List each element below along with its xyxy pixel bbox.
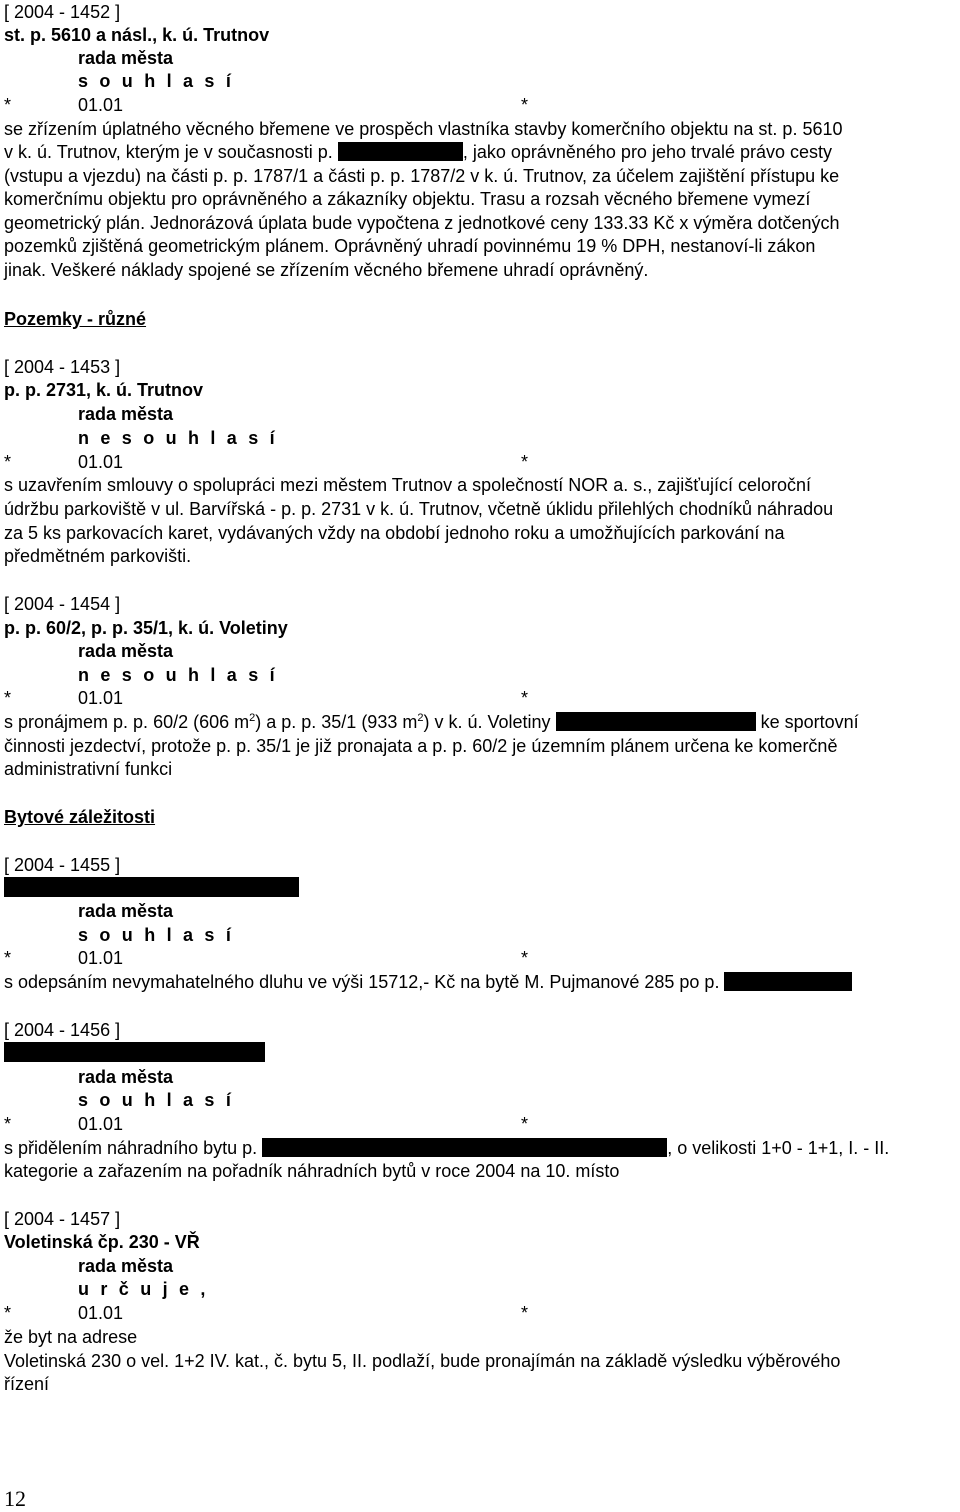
resolution-id: [ 2004 - 1454 ] <box>4 594 121 614</box>
body-line: se zřízením úplatného věcného břemene ve prospěch vlastníka stavby komerčního objektu na st. p. 5610 <box>4 119 843 139</box>
body-line: kategorie a zařazením na pořadník náhradních bytů v roce 2004 na 10. místo <box>4 1161 620 1181</box>
section-heading-pozemky: Pozemky - různé <box>4 309 147 329</box>
verdict: s o u h l a s í <box>78 71 235 91</box>
resolution-id: [ 2004 - 1457 ] <box>4 1209 121 1229</box>
body-line <box>4 141 832 163</box>
star-left: * <box>4 95 12 115</box>
star-right: * <box>521 1303 529 1323</box>
body-line: předmětném parkovišti. <box>4 546 192 566</box>
redaction-block <box>262 1138 667 1157</box>
redacted-heading <box>4 1042 265 1064</box>
star-left: * <box>4 1303 12 1323</box>
verdict: s o u h l a s í <box>78 1090 235 1110</box>
body-line: komerčnímu objektu pro oprávněného a zákazníky objektu. Trasu a rozsah věcného břemene vymezí <box>4 189 811 209</box>
redacted-heading <box>4 877 299 899</box>
verdict: n e s o u h l a s í <box>78 428 278 448</box>
redaction-block <box>338 142 463 161</box>
body-line: činnosti jezdectví, protože p. p. 35/1 je již pronajata a p. p. 60/2 je územním plánem určena ke komerčně <box>4 736 838 756</box>
star-left: * <box>4 688 12 708</box>
body-text: s odepsáním nevymahatelného dluhu ve výši 15712,- Kč na bytě M. Pujmanové 285 po p. <box>4 972 720 992</box>
section-heading-bytove: Bytové záležitosti <box>4 807 156 827</box>
star-right: * <box>521 95 529 115</box>
resolution-id: [ 2004 - 1453 ] <box>4 357 121 377</box>
resolution-id: [ 2004 - 1456 ] <box>4 1020 121 1040</box>
superscript: 2 <box>249 712 256 724</box>
council-label: rada města <box>78 641 174 661</box>
resolution-id: [ 2004 - 1452 ] <box>4 2 121 22</box>
item-number: 01.01 <box>78 95 124 115</box>
council-label: rada města <box>78 901 174 921</box>
council-label: rada města <box>78 1256 174 1276</box>
body-text: ) a p. p. 35/1 (933 m <box>255 712 418 732</box>
body-line: s uzavřením smlouvy o spolupráci mezi městem Trutnov a společností NOR a. s., zajišťující celoroční <box>4 475 812 495</box>
redaction-block <box>4 877 299 897</box>
body-text: ke sportovní <box>760 712 859 732</box>
verdict: n e s o u h l a s í <box>78 665 278 685</box>
redaction-block <box>724 972 852 991</box>
body-line: za 5 ks parkovacích karet, vydávaných vždy na období jednoho roku a umožňujících parkování na <box>4 523 785 543</box>
item-number: 01.01 <box>78 1303 124 1323</box>
page-number: 12 <box>4 1486 26 1511</box>
verdict: s o u h l a s í <box>78 925 235 945</box>
redaction-block <box>556 712 756 731</box>
item-number: 01.01 <box>78 948 124 968</box>
body-line <box>4 971 852 993</box>
body-line: údržbu parkoviště v ul. Barvířská - p. p. 2731 v k. ú. Trutnov, včetně úklidu přilehlých chodníků náhradou <box>4 499 834 519</box>
star-left: * <box>4 1114 12 1134</box>
council-label: rada města <box>78 1067 174 1087</box>
council-label: rada města <box>78 48 174 68</box>
redaction-block <box>4 1042 265 1062</box>
body-text: v k. ú. Trutnov, kterým je v současnosti p. <box>4 142 333 162</box>
item-number: 01.01 <box>78 1114 124 1134</box>
resolution-heading: p. p. 60/2, p. p. 35/1, k. ú. Voletiny <box>4 618 288 638</box>
body-line: řízení <box>4 1374 50 1394</box>
verdict: u r č u j e , <box>78 1279 209 1299</box>
body-line: pozemků zjištěná geometrickým plánem. Oprávněný uhradí povinnému 19 % DPH, nestanoví-li zákon <box>4 236 816 256</box>
body-text: , jako oprávněného pro jeho trvalé právo cesty <box>462 142 833 162</box>
body-line: administrativní funkci <box>4 759 173 779</box>
superscript: 2 <box>417 712 424 724</box>
body-text: , o velikosti 1+0 - 1+1, I. - II. <box>667 1138 890 1158</box>
body-line: (vstupu a vjezdu) na části p. p. 1787/1 a části p. p. 1787/2 v k. ú. Trutnov, za účelem zajištění přístupu ke <box>4 166 840 186</box>
star-right: * <box>521 948 529 968</box>
body-text: ) v k. ú. Voletiny <box>423 712 551 732</box>
resolution-heading: Voletinská čp. 230 - VŘ <box>4 1232 200 1252</box>
item-number: 01.01 <box>78 452 124 472</box>
body-line <box>4 1137 889 1159</box>
star-left: * <box>4 452 12 472</box>
body-line: Voletinská 230 o vel. 1+2 IV. kat., č. bytu 5, II. podlaží, bude pronajímán na základě výsledku výběrového <box>4 1351 841 1371</box>
body-line: geometrický plán. Jednorázová úplata bude vypočtena z jednotkové ceny 133.33 Kč x výměra dotčených <box>4 213 840 233</box>
resolution-heading: p. p. 2731, k. ú. Trutnov <box>4 380 204 400</box>
council-label: rada města <box>78 404 174 424</box>
body-text: s pronájmem p. p. 60/2 (606 m <box>4 712 250 732</box>
body-text: s přidělením náhradního bytu p. <box>4 1138 258 1158</box>
star-right: * <box>521 452 529 472</box>
body-line <box>4 711 859 733</box>
star-right: * <box>521 1114 529 1134</box>
body-line: že byt na adrese <box>4 1327 138 1347</box>
item-number: 01.01 <box>78 688 124 708</box>
star-left: * <box>4 948 12 968</box>
star-right: * <box>521 688 529 708</box>
body-line: jinak. Veškeré náklady spojené se zřízením věcného břemene uhradí oprávněný. <box>4 260 649 280</box>
resolution-heading: st. p. 5610 a násl., k. ú. Trutnov <box>4 25 270 45</box>
resolution-id: [ 2004 - 1455 ] <box>4 855 121 875</box>
